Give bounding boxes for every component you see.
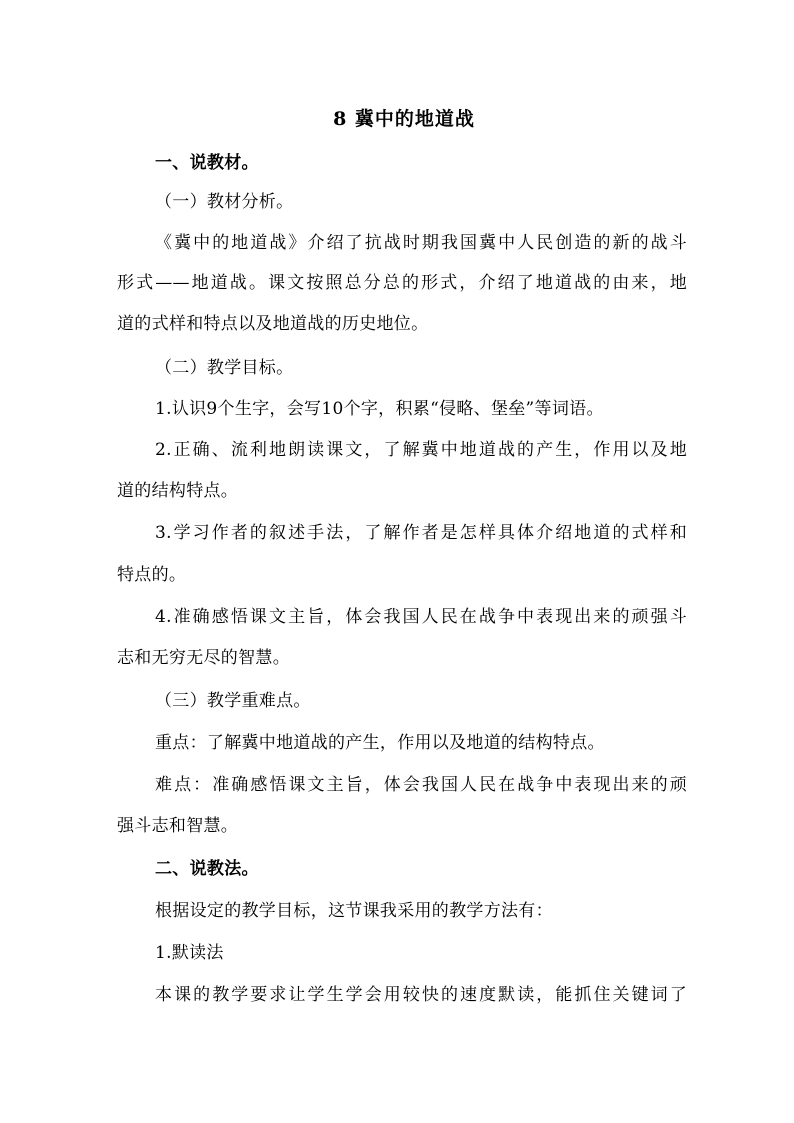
goal-item-1: 1.认识9个生字，会写10个字，积累“侵略、堡垒”等词语。 [155, 399, 604, 419]
subheading-teaching-goals: （二）教学目标。 [155, 358, 294, 378]
goal-item-3-cont: 特点的。 [117, 565, 187, 585]
goal-item-4: 4.准确感悟课文主旨，体会我国人民在战争中表现出来的顽强斗 [155, 607, 687, 627]
goal-item-4-cont: 志和无穷无尽的智慧。 [117, 648, 290, 668]
paragraph-line: 本课的教学要求让学生学会用较快的速度默读，能抓住关键词了 [155, 985, 687, 1005]
difficult-point-cont: 强斗志和智慧。 [117, 816, 239, 836]
goal-item-2-cont: 道的结构特点。 [117, 481, 239, 501]
section-heading-textbook: 一、说教材。 [155, 153, 259, 173]
goal-item-3: 3.学习作者的叙述手法，了解作者是怎样具体介绍地道的式样和 [155, 523, 687, 543]
paragraph-line: 道的式样和特点以及地道战的历史地位。 [117, 314, 429, 334]
subheading-textbook-analysis: （一）教材分析。 [155, 192, 294, 212]
section-heading-methods: 二、说教法。 [155, 859, 259, 879]
paragraph-line: 形式——地道战。课文按照总分总的形式，介绍了地道战的由来，地 [117, 273, 687, 293]
difficult-point: 难点：准确感悟课文主旨，体会我国人民在战争中表现出来的顽 [155, 775, 687, 795]
paragraph-line: 《冀中的地道战》介绍了抗战时期我国冀中人民创造的新的战斗 [155, 233, 687, 253]
goal-item-2: 2.正确、流利地朗读课文，了解冀中地道战的产生，作用以及地 [155, 440, 687, 460]
key-point: 重点：了解冀中地道战的产生，作用以及地道的结构特点。 [155, 733, 605, 753]
method-item-1: 1.默读法 [155, 943, 224, 963]
lesson-title: 8 冀中的地道战 [333, 108, 475, 130]
paragraph-line: 根据设定的教学目标，这节课我采用的教学方法有： [155, 901, 553, 921]
subheading-key-difficult-points: （三）教学重难点。 [155, 691, 311, 711]
